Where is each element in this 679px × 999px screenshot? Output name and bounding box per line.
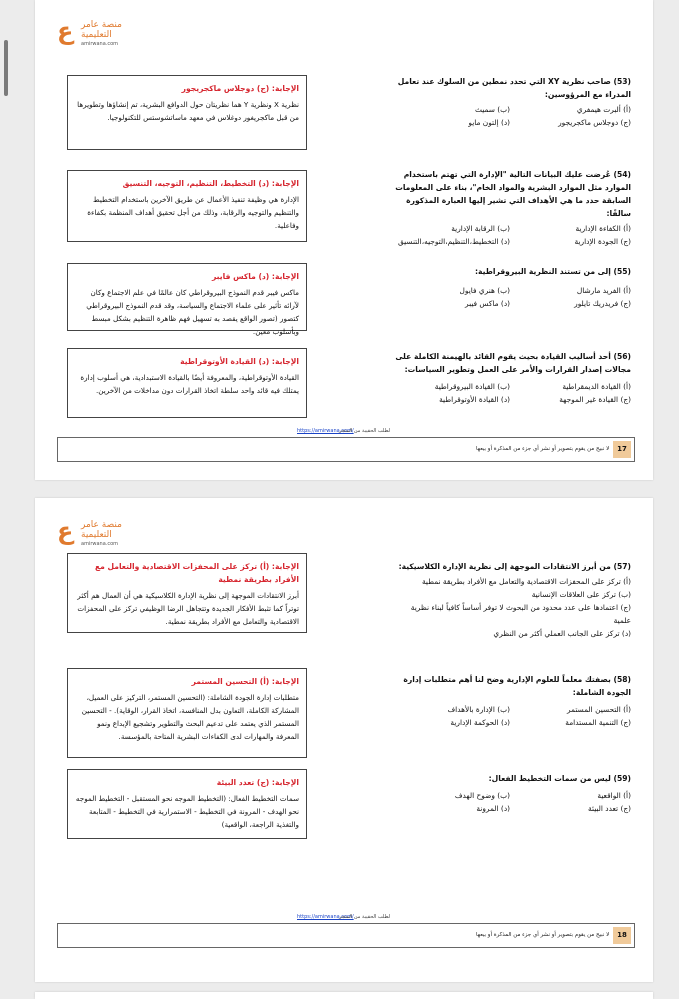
option-b: (ب) الرقابة الإدارية bbox=[451, 224, 510, 233]
question-54 bbox=[395, 168, 631, 248]
option-a: (أ) الواقعية bbox=[597, 791, 631, 800]
platform-logo bbox=[57, 18, 137, 50]
option-c: (ج) التنمية المستدامة bbox=[565, 718, 631, 727]
option-d: (د) ماكس فيبر bbox=[465, 299, 510, 308]
logo-line2: التعليمية bbox=[81, 530, 112, 540]
option-b: (ب) وضوح الهدف bbox=[454, 791, 510, 800]
option-b: (ب) القيادة البيروقراطية bbox=[434, 382, 510, 391]
platform-logo bbox=[57, 518, 137, 550]
answer-box-56 bbox=[67, 348, 307, 418]
option-a: (أ) التحسين المستمر bbox=[566, 705, 631, 714]
answer-heading: الإجابة: (أ) التحسين المستمر bbox=[191, 677, 299, 686]
option-c: (ج) القيادة غير الموجهة bbox=[559, 395, 631, 404]
option-d: (د) تركز على الجانب العملي أكثر من النظري bbox=[493, 629, 631, 638]
question-title: (59) ليس من سمات التخطيط الفعال: bbox=[488, 774, 631, 783]
answer-explanation: ماكس فيبر قدم النموذج البيروقراطي كان عالمًا في علم الاجتماع وكان لآرائه تأثير على علماء الاجتماع والسياسة، وقد قدم النموذج البيروقراطي كتصور (تصور الواقع يقصد به تسهيل فهم ظاهرة التنظيم بشكل مبسط وبأسلوب معين. bbox=[86, 288, 299, 336]
option-d: (د) القيادة الأوتوقراطية bbox=[439, 395, 510, 404]
logo-url: amirwana.com bbox=[81, 41, 119, 47]
answer-heading: الإجابة: (ج) تعدد البيئة bbox=[216, 778, 299, 787]
question-title: (55) إلى من تستند النظرية البيروقراطية: bbox=[474, 267, 631, 276]
answer-explanation: نظرية X ونظرية Y هما نظريتان حول الدوافع البشرية، تم إنشاؤها وتطويرها من قبل ماكجريغور دوغلاس في معهد ماساتشوستس للتكنولوجيا. bbox=[77, 100, 299, 122]
logo-mark: ع bbox=[57, 17, 74, 45]
window-scrollbar[interactable] bbox=[4, 40, 8, 96]
answer-box-59 bbox=[67, 769, 307, 839]
store-link[interactable]: https://amirwana.com/ bbox=[297, 428, 354, 434]
option-d: (د) الحوكمة الإدارية bbox=[450, 718, 510, 727]
logo-line1: منصة عامر bbox=[81, 20, 122, 30]
question-58 bbox=[395, 673, 631, 729]
logo-line1: منصة عامر bbox=[81, 520, 122, 530]
copyright-note: لا نبيح من يقوم بتصوير أو نشر أي جزء من المذكرة أو بيعها bbox=[476, 932, 610, 938]
question-title: (53) صاحب نظرية XY التي تحدد نمطين من السلوك عند تعامل المدراء مع المرؤوسين: bbox=[397, 77, 631, 99]
answer-box-53 bbox=[67, 75, 307, 150]
option-d: (د) المرونة bbox=[476, 804, 510, 813]
option-b: (ب) هنري فايول bbox=[459, 286, 510, 295]
logo-url: amirwana.com bbox=[81, 541, 119, 547]
question-title: (54) عُرضت عليك البيانات التالية "الإدارة التي تهتم باستخدام الموارد مثل الموارد البشرية والمواد الخام"، بناء على المعلومات السابقة حدد ما هي الأهداف التي تشير إليها العبارة المذكورة سالفًا: bbox=[395, 170, 631, 218]
answer-heading: الإجابة: (أ) تركز على المحفزات الاقتصادية والتعامل مع الأفراد بطريقة نمطية bbox=[94, 562, 299, 584]
option-a: (أ) الكفاءة الإدارية bbox=[575, 224, 631, 233]
answer-heading: الإجابة: (ج) دوجلاس ماكجريجور bbox=[181, 84, 299, 93]
question-56 bbox=[395, 350, 631, 406]
answer-explanation: الإدارة هي وظيفة تنفيذ الأعمال عن طريق الآخرين باستخدام التخطيط والتنظيم والتوجيه والرقابة، وذلك من أجل تحقيق أهداف المنظمة بكفاءة وفاعلية. bbox=[87, 195, 299, 230]
option-c: (ج) تعدد البيئة bbox=[588, 804, 631, 813]
answer-box-55 bbox=[67, 263, 307, 336]
document-page-18 bbox=[35, 498, 653, 982]
option-d: (د) إلتون مايو bbox=[468, 118, 510, 127]
answer-explanation: القيادة الأوتوقراطية، والمعروفة أيضًا بالقيادة الاستبدادية، هي أسلوب إدارة يمتلك فيه قائد واحد سلطة اتخاذ القرارات دون مداخلات من الآخرين. bbox=[80, 373, 299, 395]
option-c: (ج) الجودة الإدارية bbox=[574, 237, 631, 246]
option-a: (أ) القيادة الديمقراطية bbox=[562, 382, 631, 391]
question-57 bbox=[395, 560, 631, 640]
question-title: (56) أحد أساليب القيادة بحيث يقوم القائد بالهيمنة الكاملة على مجالات إصدار القرارات والأمر على العمل وتطوير السياسات: bbox=[395, 352, 631, 374]
question-55 bbox=[395, 265, 631, 310]
question-title: (57) من أبرز الانتقادات الموجهة إلى نظرية الإدارة الكلاسيكية: bbox=[398, 562, 631, 571]
logo-line2: التعليمية bbox=[81, 30, 112, 40]
answer-explanation: سمات التخطيط الفعال: (التخطيط الموجه نحو المستقبل - التخطيط الموجه نحو الهدف - المرونة في التخطيط - الاستمرارية في التخطيط - المتابعة والتغذية الراجعة، الواقعية) bbox=[75, 794, 299, 829]
option-a: (أ) تركز على المحفزات الاقتصادية والتعامل مع الأفراد بطريقة نمطية bbox=[421, 577, 631, 586]
question-53 bbox=[395, 75, 631, 129]
page-number: 17 bbox=[613, 441, 631, 458]
document-page-17 bbox=[35, 0, 653, 480]
answer-heading: الإجابة: (د) التخطيط، التنظيم، التوجيه، التنسيق bbox=[122, 179, 299, 188]
answer-box-57 bbox=[67, 553, 307, 633]
option-a: (أ) الفريد مارشال bbox=[576, 286, 631, 295]
option-d: (د) التخطيط،التنظيم،التوجيه،التنسيق bbox=[397, 237, 510, 246]
answer-explanation: أبرز الانتقادات الموجهة إلى نظرية الإدارة الكلاسيكية هي أن العمال هم أكثر توتراً كما تثبط الأفكار الجديدة وتتجاهل الرضا الوظيفي تركز على المحفزات الاقتصادية والتعامل مع الأفراد بطريقة نمطية. bbox=[77, 591, 299, 626]
store-link-caption: لطلب الحقيبة من المتجر bbox=[339, 428, 391, 434]
store-link-caption: لطلب الحقيبة من المتجر bbox=[339, 914, 391, 920]
question-title: (58) بصفتك معلماً للعلوم الإدارية وضح لنا أهم متطلبات إدارة الجودة الشاملة: bbox=[403, 675, 631, 697]
option-a: (أ) ألبرت هيمفري bbox=[576, 105, 631, 114]
logo-mark: ع bbox=[57, 517, 74, 545]
answer-explanation: متطلبات إدارة الجودة الشاملة: (التحسين المستمر، التركيز على العميل، المشاركة الكاملة، التعاون بدل المنافسة، اتخاذ القرار، الوقاية). - التحسين المستمر الذي يعتمد على تدعيم البحث والتطوير وتشجيع الإبداع ونمو المعرفة والمهارات لدى الكفاءات البشرية المتاحة بالمؤسسة. bbox=[81, 693, 299, 741]
page-number: 18 bbox=[613, 927, 631, 944]
answer-box-54 bbox=[67, 170, 307, 242]
store-link[interactable]: https://amirwana.com/ bbox=[297, 914, 354, 920]
option-c: (ج) فريدريك تايلور bbox=[574, 299, 631, 308]
option-c: (ج) اعتمادها على عدد محدود من البحوث لا توفر أساساً كافياً لبناء نظرية علمية bbox=[410, 603, 631, 625]
page-footer bbox=[57, 923, 635, 948]
answer-heading: الإجابة: (د) ماكس فايبر bbox=[211, 272, 299, 281]
answer-heading: الإجابة: (د) القيادة الأوتوقراطية bbox=[180, 357, 299, 366]
document-page-next bbox=[35, 992, 653, 999]
copyright-note: لا نبيح من يقوم بتصوير أو نشر أي جزء من المذكرة أو بيعها bbox=[476, 446, 610, 452]
option-b: (ب) سميث bbox=[474, 105, 510, 114]
answer-box-58 bbox=[67, 668, 307, 758]
option-b: (ب) الإدارة بالأهداف bbox=[447, 705, 510, 714]
option-c: (ج) دوجلاس ماكجريجور bbox=[558, 118, 631, 127]
option-b: (ب) تركز على العلاقات الإنسانية bbox=[531, 590, 631, 599]
page-footer bbox=[57, 437, 635, 462]
question-59 bbox=[395, 772, 631, 815]
